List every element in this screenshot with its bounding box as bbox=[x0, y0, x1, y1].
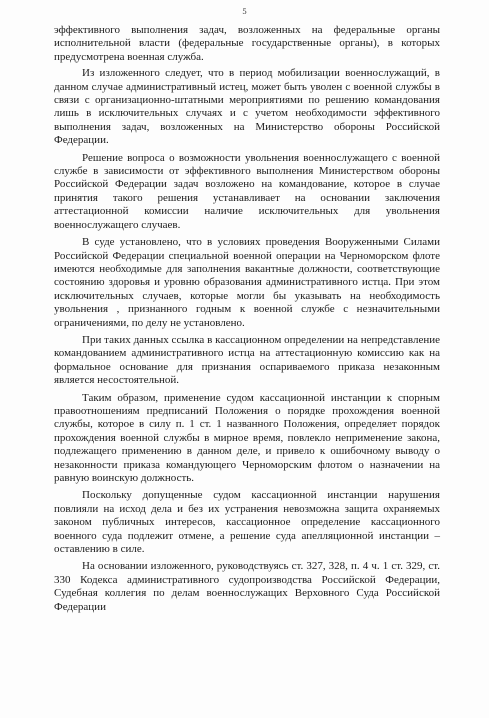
paragraph-4: В суде установлено, что в условиях проведения Вооруженными Силами Российской Федерации специальной военной операции на Черноморском флоте имеются необходимые для заполнения вакантные должности, соответствующие состоянию здоровья и уровню образования административного истца. При этом исключительных случаев, которые могли бы указывать на необходимость увольнения , признанного годным к военной службе с незначительными ограничениями, по делу не установлено. bbox=[54, 236, 440, 329]
paragraph-8: На основании изложенного, руководствуясь ст. 327, 328, п. 4 ч. 1 ст. 329, ст. 330 Кодекса административного судопроизводства Российской Федерации, Судебная коллегия по делам военнослужащих Верховного Суда Российской Федерации bbox=[54, 560, 440, 613]
page-number: 5 bbox=[242, 6, 247, 16]
paragraph-3: Решение вопроса о возможности увольнения военнослужащего с военной службе в зависимости от эффективного выполнения Министерством обороны Российской Федерации задач возложено на командование, которое в случае принятия такого решения устанавливает на основании заключения аттестационной комиссии наличие исключительных для увольнения военнослужащего случаев. bbox=[54, 151, 440, 231]
document-body bbox=[54, 24, 440, 617]
paragraph-6: Таким образом, применение судом кассационной инстанции к спорным правоотношениям предписаний Положения о порядке прохождения военной службы, которое в силу п. 1 ст. 1 названного Положения, определяет порядок прохождения военной службы в мирное время, повлекло неприменение закона, подлежащего применению в данном деле, и привело к ошибочному выводу о незаконности приказа командующего Черноморским флотом о назначении на равную воинскую должность. bbox=[54, 391, 440, 484]
paragraph-2: Из изложенного следует, что в период мобилизации военнослужащий, в данном случае административный истец, может быть уволен с военной службы в связи с организационно-штатными мероприятиями по решению командования лишь в исключительных случаях и с учетом необходимости эффективного выполнения задач, возложенных на Министерство обороны Российской Федерации. bbox=[54, 67, 440, 147]
paragraph-1: эффективного выполнения задач, возложенных на федеральные органы исполнительной власти (федеральные государственные органы), в которых предусмотрена военная служба. bbox=[54, 24, 440, 63]
paragraph-5: При таких данных ссылка в кассационном определении на непредставление командованием административного истца на аттестационную комиссию как на формальное основание для признания оспариваемого приказа незаконным является несостоятельной. bbox=[54, 333, 440, 387]
paragraph-7: Поскольку допущенные судом кассационной инстанции нарушения повлияли на исход дела и без их устранения невозможна защита охраняемых законом публичных интересов, кассационное определение кассационного военного суда подлежит отмене, а решение суда апелляционной инстанции – оставлению в силе. bbox=[54, 489, 440, 556]
